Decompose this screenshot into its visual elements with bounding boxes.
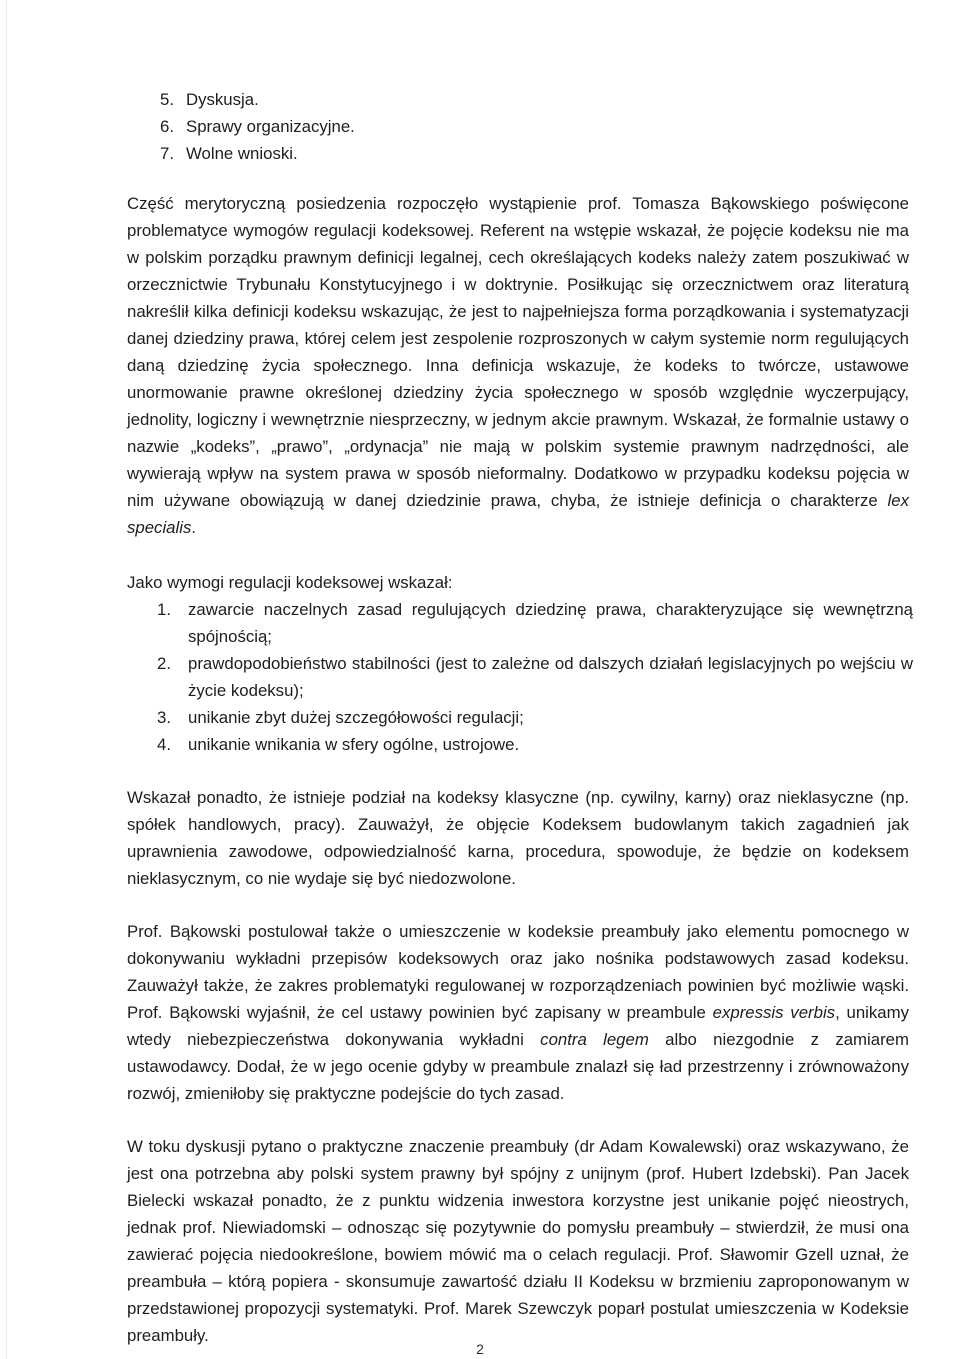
requirement-number: 4. bbox=[157, 735, 171, 754]
requirements-heading: Jako wymogi regulacji kodeksowej wskazał: bbox=[127, 573, 453, 592]
page-content bbox=[127, 86, 913, 1349]
agenda-item-text: Sprawy organizacyjne. bbox=[186, 117, 355, 136]
intro-text-end: . bbox=[191, 518, 197, 537]
requirement-text: unikanie zbyt dużej szczegółowości regulacji; bbox=[188, 708, 524, 727]
requirement-item bbox=[157, 596, 913, 650]
requirements-list bbox=[157, 596, 913, 758]
requirement-number: 3. bbox=[157, 708, 171, 727]
preamble-text-b: , unikamy wtedy niebezpieczeństwa dokonywania wykładni bbox=[127, 1003, 910, 1049]
agenda-list bbox=[160, 86, 909, 167]
intro-paragraph bbox=[127, 190, 909, 541]
agenda-item-text: Dyskusja. bbox=[186, 90, 259, 109]
intro-lex-specialis: lex specialis bbox=[127, 491, 909, 537]
discussion-paragraph: W toku dyskusji pytano o praktyczne znaczenie preambuły (dr Adam Kowalewski) oraz wskazywano, że jest ona potrzebna aby polski system prawny był spójny z unijnym (prof. Hubert Izdebski). Pan Jacek Bielecki wskazał ponadto, że z punktu widzenia inwestora korzystne jest unikanie pojęć nieostrych, jednak prof. Niewiadomski – odnosząc się pozytywnie do pomysłu preambuły – stwierdził, że musi ona zawierać pojęcia niedookreślone, bowiem mówić ma o celach regulacji. Prof. Sławomir Gzell uznał, że preambuła – którą popiera - skonsumuje zawartość działu II Kodeksu w brzmieniu zaproponowanym w przedstawionej propozycji systematyki. Prof. Marek Szewczyk poparł postulat umieszczenia w Kodeksie preambuły. bbox=[127, 1137, 909, 1345]
agenda-item-text: Wolne wnioski. bbox=[186, 144, 298, 163]
agenda-item bbox=[160, 140, 909, 167]
requirement-item bbox=[157, 704, 913, 731]
agenda-item bbox=[160, 113, 909, 140]
agenda-item-number: 6. bbox=[160, 117, 174, 136]
requirement-text: unikanie wnikania w sfery ogólne, ustrojowe. bbox=[188, 735, 520, 754]
agenda-item-number: 7. bbox=[160, 144, 174, 163]
requirement-number: 1. bbox=[157, 600, 171, 619]
intro-text: Część merytoryczną posiedzenia rozpoczęło wystąpienie prof. Tomasza Bąkowskiego poświęcone problematyce wymogów regulacji kodeksowej. Referent na wstępie wskazał, że pojęcie kodeksu nie ma w polskim porządku prawnym definicji legalnej, cech określających kodeks należy zatem poszukiwać w orzecznictwie Trybunału Konstytucyjnego i w doktrynie. Posiłkując się orzecznictwem oraz literaturą nakreślił kilka definicji kodeksu wskazując, że jest to najpełniejsza forma porządkowania i systematyzacji danej dziedziny prawa, której celem jest zespolenie rozproszonych w całym systemie norm regulujących daną dziedzinę życia społecznego. Inna definicja wskazuje, że kodeks to twórcze, ustawowe unormowanie prawne określonej dziedziny życia społecznego w sposób względnie wyczerpujący, jednolity, logiczny i wewnętrznie niesprzeczny, w jednym akcie prawnym. Wskazał, że formalnie ustawy o nazwie „kodeks”, „prawo”, „ordynacja” nie mają w polskim systemie prawnym nadrzędności, ale wywierają wpływ na system prawa w sposób nieformalny. Dodatkowo w przypadku kodeksu pojęcia w nim używane obowiązują w danej dziedzinie prawa, chyba, że istnieje definicja o charakterze bbox=[127, 194, 909, 510]
preamble-contra-legem: contra legem bbox=[540, 1030, 649, 1049]
page-number: 2 bbox=[476, 1341, 484, 1357]
requirement-item bbox=[157, 650, 913, 704]
scan-edge-line bbox=[6, 0, 7, 1359]
preamble-text-a: Prof. Bąkowski postulował także o umieszczenie w kodeksie preambuły jako elementu pomocnego w dokonywaniu wykładni przepisów kodeksowych oraz jako nośnika podstawowych zasad kodeksu. Zauważył także, że zakres problematyki regulowanej w rozporządzeniach powinien być możliwie wąski. Prof. Bąkowski wyjaśnił, że cel ustawy powinien być zapisany w preambule bbox=[127, 922, 909, 1022]
requirement-text: prawdopodobieństwo stabilności (jest to zależne od dalszych działań legislacyjnych po wejściu w życie kodeksu); bbox=[188, 654, 913, 700]
requirement-item bbox=[157, 731, 913, 758]
preamble-text-c: albo niezgodnie z zamiarem ustawodawcy. Dodał, że w jego ocenie gdyby w preambule znalazł się ład przestrzenny i zrównoważony rozwój, zmieniłoby się praktyczne podejście do tych zasad. bbox=[127, 1030, 909, 1103]
requirement-text: zawarcie naczelnych zasad regulujących dziedzinę prawa, charakteryzujące się wewnętrzną spójnością; bbox=[188, 600, 913, 646]
agenda-item-number: 5. bbox=[160, 90, 174, 109]
requirement-number: 2. bbox=[157, 654, 171, 673]
preamble-expressis-verbis: expressis verbis bbox=[712, 1003, 836, 1022]
agenda-item bbox=[160, 86, 909, 113]
division-paragraph: Wskazał ponadto, że istnieje podział na kodeksy klasyczne (np. cywilny, karny) oraz nieklasyczne (np. spółek handlowych, pracy). Zauważył, że objęcie Kodeksem budowlanym takich zagadnień jak uprawnienia zawodowe, odpowiedzialność karna, procedura, spowoduje, że będzie on kodeksem nieklasycznym, co nie wydaje się być niedozwolone. bbox=[127, 788, 909, 888]
preamble-paragraph bbox=[127, 918, 909, 1107]
